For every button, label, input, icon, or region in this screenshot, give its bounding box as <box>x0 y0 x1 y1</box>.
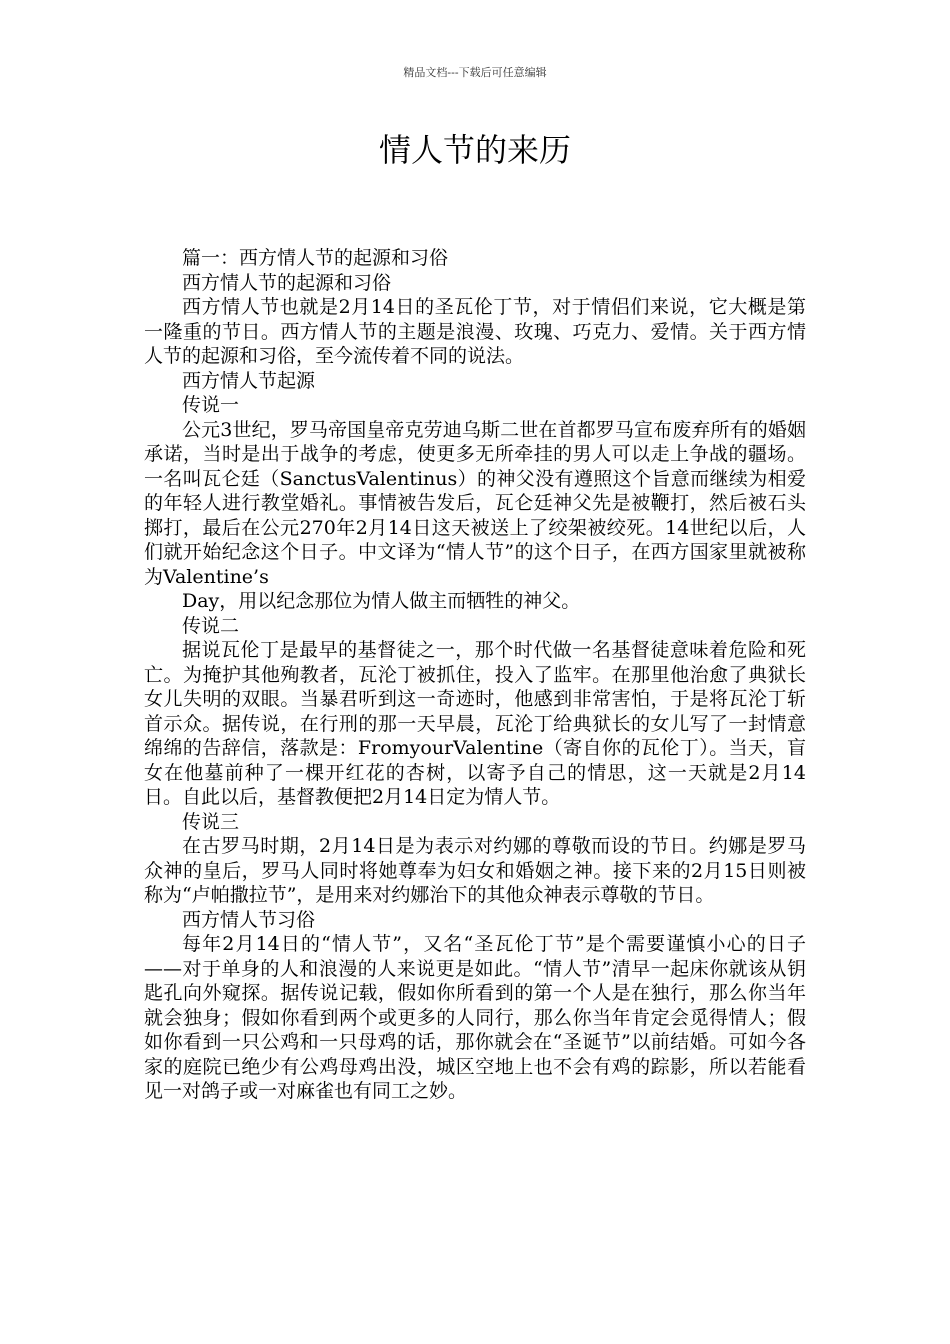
section-subheading: 传说一 <box>182 394 240 416</box>
section-subheading: 传说二 <box>182 614 240 637</box>
section-heading: 篇一：西方情人节的起源和习俗 <box>182 247 449 269</box>
document-title: 情人节的来历 <box>378 131 571 169</box>
paragraph: 西方情人节也就是2月14日的圣瓦伦丁节，对于情侣们来说，它大概是第一隆重的节日。西方情人节的主题是浪漫、玫瑰、巧克力、爱情。关于西方情人节的起源和习俗，至今流传着不同的说法。 <box>144 296 806 367</box>
paragraph: 每年2月14日的“情人节”，又名“圣瓦伦丁节”是个需要谨慎小心的日子——对于单身的人和浪漫的人来说更是如此。“情人节”清早一起床你就该从钥匙孔向外窥探。据传说记载，假如你所看到的第一个人是在独行，那么你当年就会独身；假如你看到两个或更多的人同行，那么你当年肯定会觅得情人；假如你看到一只公鸡和一只母鸡的话，那你就会在“圣诞节”以前结婚。可如今各家的庭院已绝少有公鸡母鸡出没，城区空地上也不会有鸡的踪影，所以若能看见一对鸽子或一对麻雀也有同工之妙。 <box>144 933 806 1102</box>
paragraph: 据说瓦伦丁是最早的基督徒之一，那个时代做一名基督徒意味着危险和死亡。为掩护其他殉教者，瓦沦丁被抓住，投入了监牢。在那里他治愈了典狱长女儿失明的双眼。当暴君听到这一奇迹时，他感到非常害怕，于是将瓦沦丁斩首示众。据传说，在行刑的那一天早晨，瓦沦丁给典狱长的女儿写了一封情意绵绵的告辞信，落款是：FromyourValentine（寄自你的瓦伦丁）。当天，盲女在他墓前种了一棵开红花的杏树，以寄予自己的情思，这一天就是2月14日。自此以后，基督教便把2月14日定为情人节。 <box>144 639 806 808</box>
header-note: 精品文档---下载后可任意编辑 <box>403 66 547 79</box>
paragraph: 公元3世纪，罗马帝国皇帝克劳迪乌斯二世在首都罗马宣布废弃所有的婚姻承诺，当时是出于战争的考虑，使更多无所牵挂的男人可以走上争战的疆场。一名叫瓦仑廷（SanctusValentinus）的神父没有遵照这个旨意而继续为相爱的年轻人进行教堂婚礼。事情被告发后，瓦仑廷神父先是被鞭打，然后被石头掷打，最后在公元270年2月14日这天被送上了绞架被绞死。14世纪以后，人们就开始纪念这个日子。中文译为“情人节”的这个日子，在西方国家里就被称为Valentine’s <box>144 418 806 588</box>
paragraph: Day，用以纪念那位为情人做主而牺牲的神父。 <box>182 590 581 612</box>
paragraph: 在古罗马时期，2月14日是为表示对约娜的尊敬而设的节日。约娜是罗马众神的皇后，罗马人同时将她尊奉为妇女和婚姻之神。接下来的2月15日则被称为“卢帕撒拉节”，是用来对约娜治下的其他众神表示尊敬的节日。 <box>144 835 806 906</box>
section-subheading: 西方情人节习俗 <box>182 908 316 931</box>
section-subheading: 传说三 <box>182 810 240 833</box>
document-body <box>144 246 806 1104</box>
section-subheading: 西方情人节起源 <box>182 369 316 392</box>
section-subheading: 西方情人节的起源和习俗 <box>182 271 392 294</box>
